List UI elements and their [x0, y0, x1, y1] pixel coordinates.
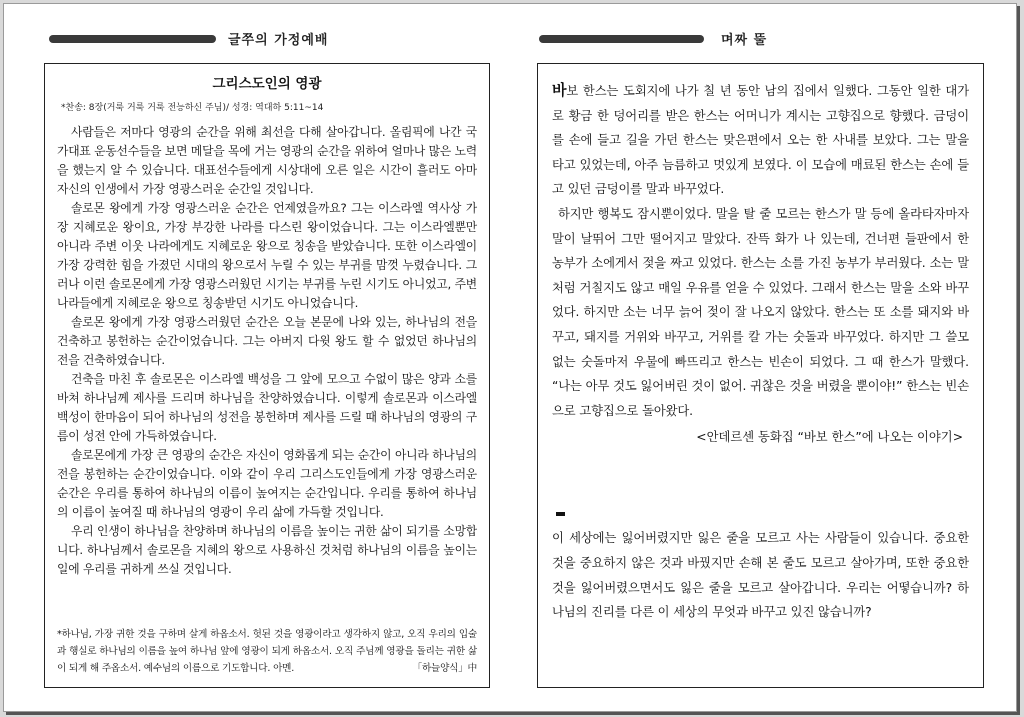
- article-paragraph: 솔로몬에게 가장 큰 영광의 순간은 자신이 영화롭게 되는 순간이 아니라 하나님의 전을 봉헌하는 순간이었습니다. 이와 같이 우리 그리스도인들에게 가장 영광스러운 순간은 우리를 통하여 하나님의 이름이 높여지는 순간입니다. 우리를 통하여 하나님의 이름이 높여질 때 하나님의 영광이 우리 삶에 가득할 것입니다.: [57, 448, 477, 519]
- story-box: [537, 63, 984, 688]
- story-paragraph-1: [552, 78, 969, 202]
- story-paragraph-1-text: 보 한스는 도회지에 나가 칠 년 동안 남의 집에서 일했다. 그동안 일한 대가로 황금 한 덩어리를 받은 한스는 어머니가 계시는 고향집으로 향했다. 금덩이를 손에 들고 길을 가던 한스는 맞은편에서 오는 한 사내를 보았다. 그는 말을 타고 있었는데, 아주 늠름하고 멋있게 보였다. 이 모습에 매료된 한스는 손에 들고 있던 금덩이를 말과 바꾸었다.: [552, 84, 969, 197]
- prayer-block: [57, 626, 477, 677]
- story-paragraph-2: 하지만 행복도 잠시뿐이었다. 말을 탈 줄 모르는 한스가 말 등에 올라타자마자 말이 날뛰어 그만 떨어지고 말았다. 잔뜩 화가 나 있는데, 건너편 들판에서 한 농부가 소에게서 젖을 짜고 있었다. 한스는 소를 가진 농부가 부러웠다. 소는 말처럼 거칠지도 않고 매일 우유를 얻을 수 있었다. 그래서 한스는 말을 소와 바꾸었다. 하지만 소는 너무 늙어 젖이 잘 나오지 않았다. 한스는 또 소를 돼지와 바꾸고, 돼지를 거위와 바꾸고, 거위를 칼 가는 숫돌과 바꾸었다. 하지만 그 쓸모없는 숫돌마저 우물에 빠뜨리고 한스는 빈손이 되었다. 그 때 한스가 말했다. “나는 아무 것도 잃어버린 것이 없어. 귀찮은 것을 버렸을 뿐이야!” 한스는 빈손으로 고향집으로 돌아왔다.: [552, 206, 969, 418]
- article-paragraph: 솔로몬 왕에게 가장 영광스러운 순간은 언제였을까요? 그는 이스라엘 역사상 가장 지혜로운 왕이요, 가장 부강한 나라를 다스린 왕이었습니다. 그는 이스라엘뿐만 아니라 주변 이웃 나라에게도 지혜로운 왕으로 칭송을 받았습니다. 또한 이스라엘이 가장 강력한 힘을 가졌던 시대의 왕으로서 누릴 수 있는 부귀를 맘껏 누렸습니다. 그러나 이런 솔로몬에게 가장 영광스러웠던 시기는 부귀를 누린 시기도 아니었고, 주변 나라들에게 지혜로운 왕으로 칭송받던 시기도 아니었습니다.: [57, 201, 477, 310]
- right-header-bar: [539, 35, 704, 43]
- prayer-text: *하나님, 가장 귀한 것을 구하며 살게 하옵소서. 헛된 것을 영광이라고 생각하지 않고, 오직 우리의 입술과 행실로 하나님의 이름을 높여 하나님 앞에 영광이 되게 하옵소서. 오직 주님께 영광을 돌리는 귀한 삶이 되게 해 주옵소서. 예수님의 이름으로 기도합니다. 아멘.: [57, 629, 477, 674]
- article-paragraph: 사람들은 저마다 영광의 순간을 위해 최선을 다해 살아갑니다. 올림픽에 나간 국가대표 운동선수들을 보면 메달을 목에 거는 영광의 순간을 위하여 얼마나 많은 노력을 했는지 알 수 있습니다. 대표선수들에게 시상대에 오른 일은 시간이 흘러도 아마 자신의 인생에서 가장 영광스러운 순간일 것입니다.: [57, 125, 477, 196]
- story-initial: 바: [552, 81, 567, 99]
- article-paragraph: 건축을 마친 후 솔로몬은 이스라엘 백성을 그 앞에 모으고 수없이 많은 양과 소를 바쳐 하나님께 제사를 드리며 하나님을 찬양하였습니다. 이렇게 솔로몬과 이스라엘 백성이 한마음이 되어 하나님의 성전을 봉헌하며 제사를 드릴 때 하나님의 영광의 구름이 성전 안에 가득하였습니다.: [57, 372, 477, 443]
- right-header-title: 며짜 뚤: [721, 33, 768, 48]
- hymn-scripture-line: *찬송: 8장(거룩 거룩 거룩 전능하신 주님)/ 성경: 역대하 5:11~14: [61, 103, 324, 113]
- left-header-bar: [49, 35, 216, 43]
- article-paragraph: 우리 인생이 하나님을 찬양하며 하나님의 이름을 높이는 귀한 삶이 되기를 소망합니다. 하나님께서 솔로몬을 지혜의 왕으로 사용하신 것처럼 하나님의 이름을 높이는 일에 우리를 귀하게 쓰실 것입니다.: [57, 524, 477, 576]
- left-header-title: 글쭈의 가정예배: [228, 33, 329, 48]
- bulletin-page: [3, 3, 1017, 712]
- prayer-source: 「하늘양식」中: [412, 663, 477, 674]
- article-title: 그리스도인의 영광: [212, 76, 322, 92]
- article-paragraph: 솔로몬 왕에게 가장 영광스러웠던 순간은 오늘 본문에 나와 있는, 하나님의 전을 건축하고 봉헌하는 순간이었습니다. 그는 아버지 다윗 왕도 할 수 없었던 하나님의 전을 건축하였습니다.: [57, 315, 477, 367]
- section-marker: [556, 512, 565, 516]
- reflection-paragraph: 이 세상에는 잃어버렸지만 잃은 줄을 모르고 사는 사람들이 있습니다. 중요한 것을 중요하지 않은 것과 바꿨지만 손해 본 줄도 모르고 살아가며, 또한 중요한 것을 잃어버렸으면서도 잃은 줄을 모르고 살아갑니다. 우리는 어떻습니까? 하나님의 진리를 다른 이 세상의 무엇과 바꾸고 있진 않습니까?: [552, 531, 969, 620]
- devotion-article-box: [44, 63, 490, 688]
- story-source: <안데르센 동화집 “바보 한스”에 나오는 이야기>: [696, 430, 963, 445]
